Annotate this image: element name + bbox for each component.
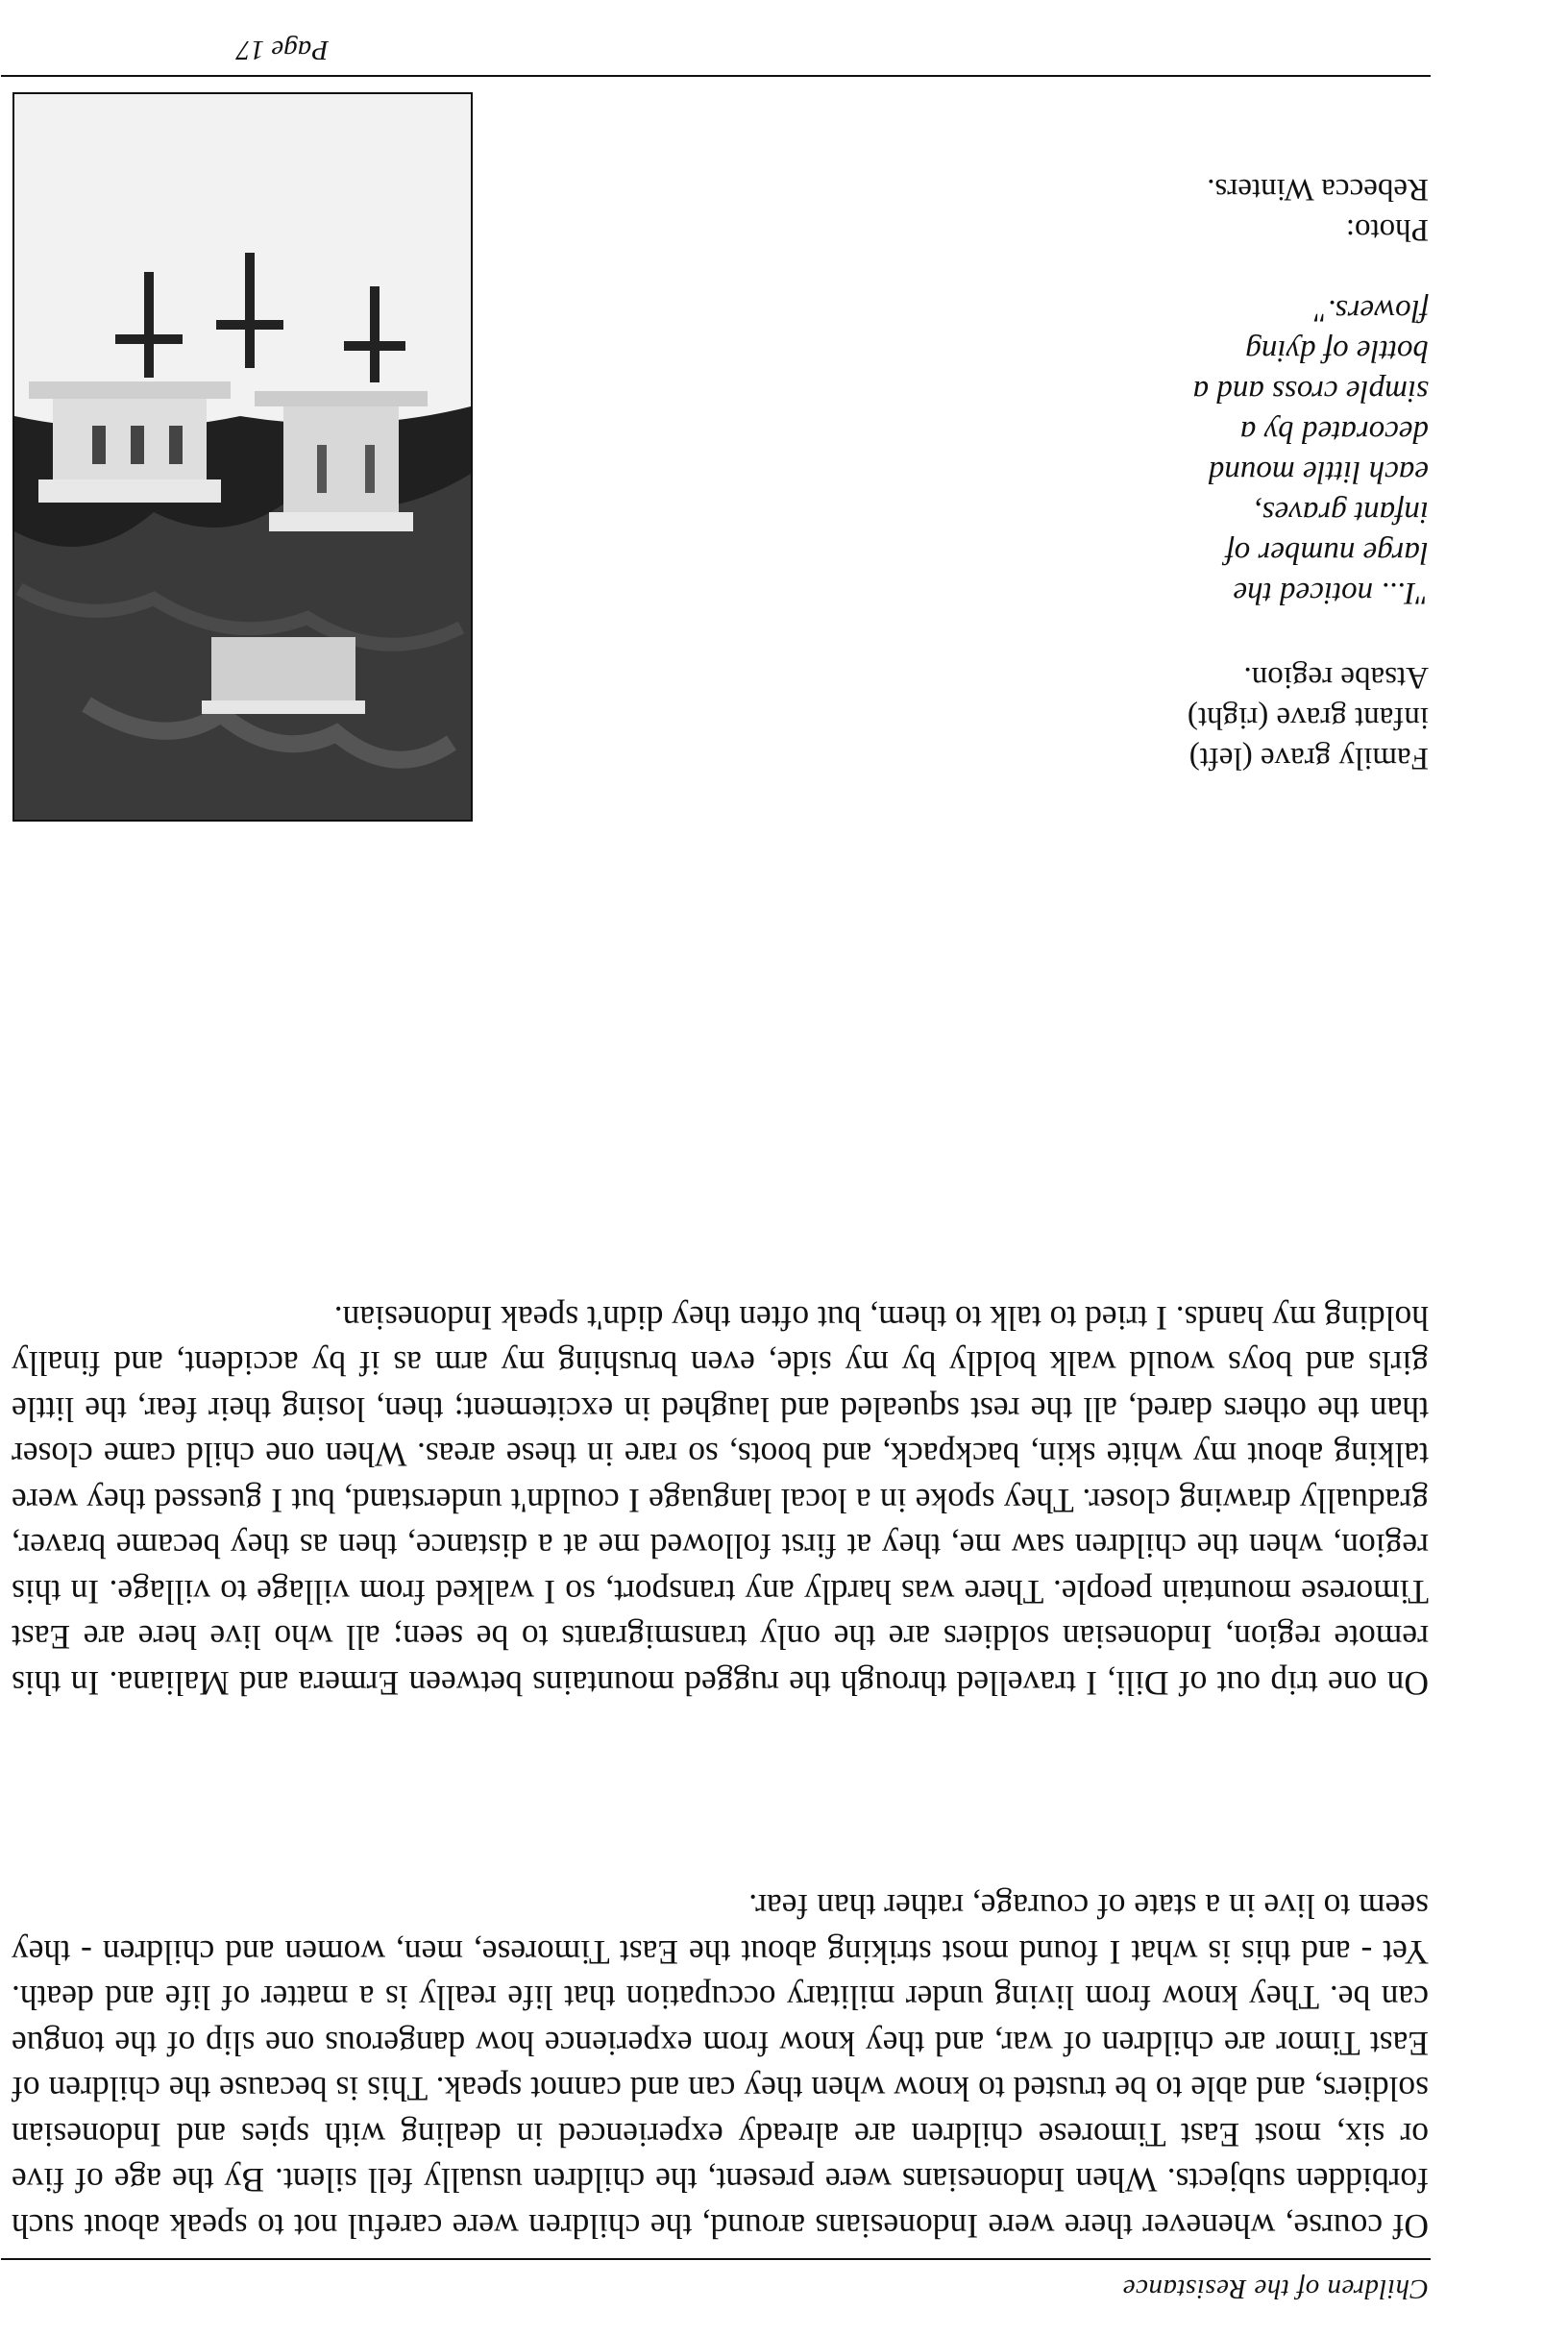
figure-caption [1140,169,1429,778]
grave-photo-icon [14,94,471,820]
photo-credit [1140,169,1429,250]
credit-line: Photo: [1345,212,1429,247]
footer-rule [1,75,1431,77]
quote-line: "I... noticed the [1233,576,1429,610]
quote-line: infant graves, [1254,495,1429,529]
caption-line: infant grave (right) [1187,700,1429,735]
grave-photo [12,92,473,822]
paragraph-1: Of course, whenever there were Indonesians around, the children were careful not to speak about such forbidden subjects. When Indonesians were present, the children usually fell silent. By the age of five or six, most East Timorese children are already experienced in dealing with spies and Indonesian soldiers, and able to be trusted to know when they can and cannot speak. This is because the children of East Timor are children of war, and they know from experience how dangerous one slip of the tongue can be. They know from living under military occupation that life really is a matter of life and death. Yet - and this is what I found most striking about the East Timorese, men, women and children - they seem to live in a state of courage, rather than fear. [12,1887,1429,2246]
caption-quote [1140,290,1429,613]
caption-line: Atsabe region. [1243,660,1429,695]
quote-line: bottle of dying [1245,333,1429,368]
quote-line: large number of [1225,535,1429,570]
credit-line: Rebecca Winters. [1207,172,1429,207]
quote-line: each little mound [1208,455,1429,489]
header-rule [1,2258,1431,2260]
page-number: Page 17 [236,35,329,65]
caption-line: Family grave (left) [1188,741,1429,775]
running-head: Children of the Resistance [1122,2274,1429,2304]
quote-line: flowers." [1313,293,1429,328]
paragraph-2: On one trip out of Dili, I travelled through the rugged mountains between Ermera and Maliana. In this remote region, Indonesian soldiers are the only transmigrants to be seen; all who live here are East Timorese mountain people. There was hardly any transport, so I walked from village to village. In this region, when the children saw me, they at first followed me at a distance, then as they became braver, gradually drawing closer. They spoke in a local language I couldn't understand, but I guessed they were talking about my white skin, backpack, and boots, so rare in these areas. When one child came closer than the others dared, all the rest squealed and laughed in excitement; then, losing their fear, the little girls and boys would walk boldly by my side, even brushing my arm as if by accident, and finally holding my hands. I tried to talk to them, but often they didn't speak Indonesian. [12,1299,1429,1703]
quote-line: simple cross and a [1192,374,1429,408]
quote-line: decorated by a [1239,414,1429,449]
